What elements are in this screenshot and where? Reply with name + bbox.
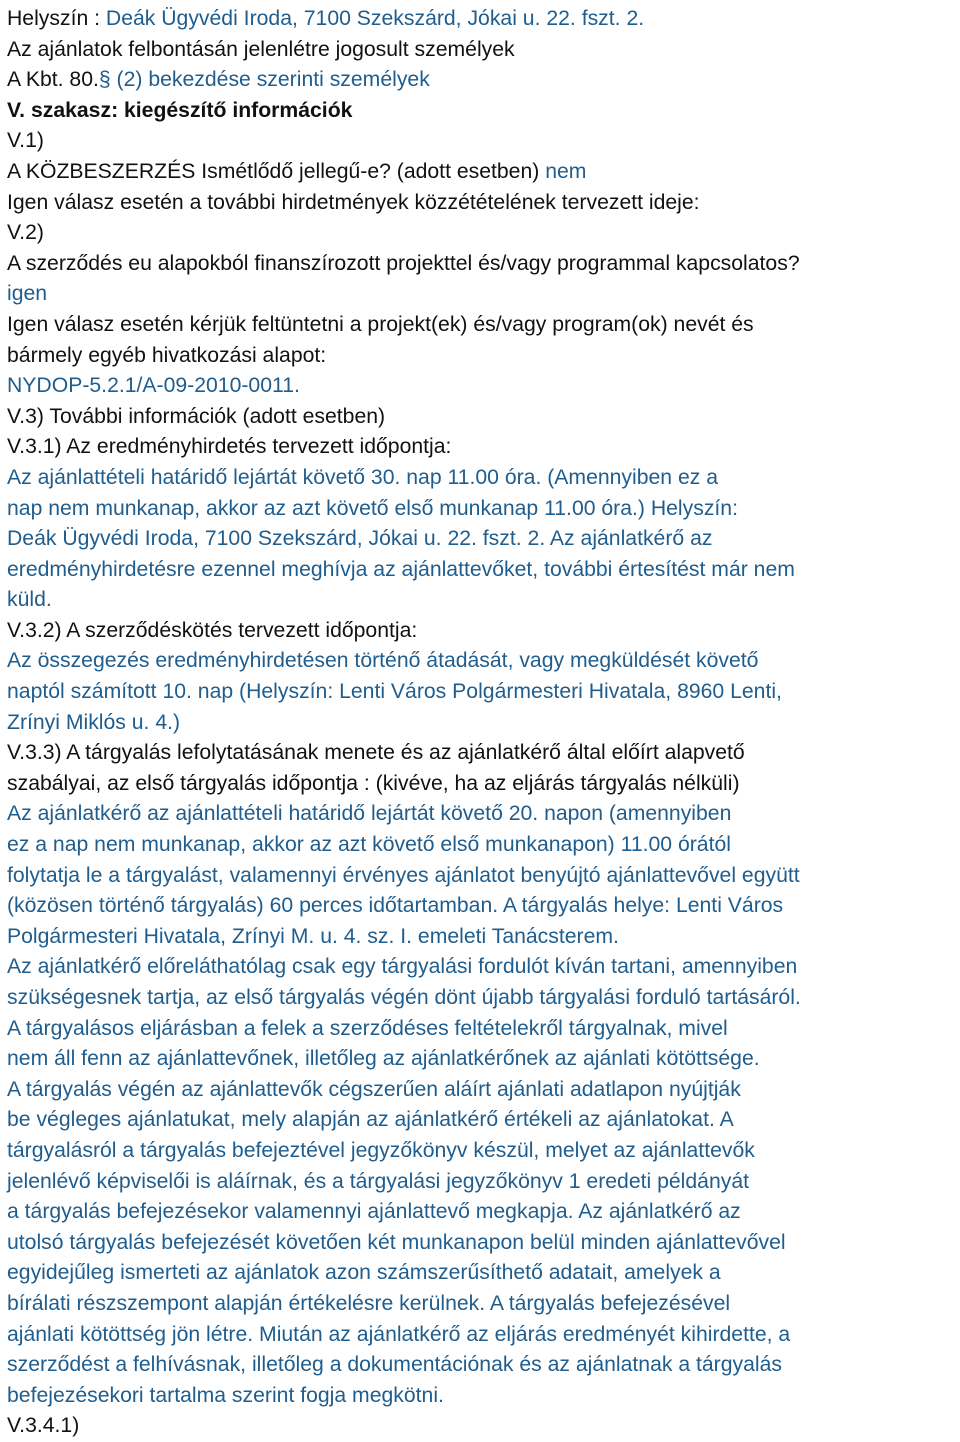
- line-value: küld.: [7, 588, 52, 612]
- line-label: V.3.3) A tárgyalás lefolytatásának menete és az ajánlatkérő által előírt alapvető: [7, 741, 745, 765]
- text-line: [7, 922, 954, 953]
- text-line: [7, 402, 954, 433]
- text-line: [7, 218, 954, 249]
- line-value: § (2) bekezdése szerinti személyek: [98, 68, 430, 92]
- text-line: [7, 432, 954, 463]
- line-value: naptól számított 10. nap (Helyszín: Lenti Város Polgármesteri Hivatala, 8960 Lenti,: [7, 680, 782, 704]
- line-value: szerződést a felhívásnak, illetőleg a dokumentációnak és az ajánlatnak a tárgyalás: [7, 1353, 782, 1377]
- line-label: V.3.1) Az eredményhirdetés tervezett időpontja:: [7, 435, 452, 459]
- line-value: szükségesnek tartja, az első tárgyalás végén dönt újabb tárgyalási forduló tartásáról.: [7, 986, 801, 1009]
- text-line: [7, 585, 954, 616]
- text-line: [7, 1258, 954, 1289]
- line-value: bírálati részszempont alapján értékelésre kerülnek. A tárgyalás befejezésével: [7, 1291, 731, 1315]
- line-label: V.1): [7, 129, 44, 153]
- text-line: [7, 1320, 954, 1351]
- line-value: Deák Ügyvédi Iroda, 7100 Szekszárd, Jókai u. 22. fszt. 2. Az ajánlatkérő az: [7, 527, 713, 551]
- text-line: [7, 1014, 954, 1045]
- line-value: jelenlévő képviselői is aláírnak, és a tárgyalási jegyzőkönyv 1 eredeti példányát: [7, 1169, 749, 1193]
- text-line: [7, 249, 954, 280]
- text-line: [7, 1136, 954, 1167]
- line-value: folytatja le a tárgyalást, valamennyi érvényes ajánlatot benyújtó ajánlattevővel együtt: [7, 863, 800, 887]
- line-value: Deák Ügyvédi Iroda, 7100 Szekszárd, Jókai u. 22. fszt. 2.: [105, 7, 645, 30]
- line-value: tárgyalásról a tárgyalás befejeztével jegyzőkönyv készül, melyet az ajánlattevők: [7, 1138, 755, 1162]
- line-value: NYDOP-5.2.1/A-09-2010-0011.: [7, 374, 300, 398]
- line-value: befejezésekori tartalma szerint fogja megkötni.: [7, 1383, 444, 1407]
- text-line: [7, 1197, 954, 1228]
- text-line: [7, 1350, 954, 1381]
- text-line: [7, 1105, 954, 1136]
- text-line: [7, 1381, 954, 1412]
- line-value: Az ajánlatkérő előreláthatólag csak egy tárgyalási fordulót kíván tartani, amennyiben: [7, 955, 798, 979]
- text-line: [7, 738, 954, 769]
- line-value: a tárgyalás befejezésekor valamennyi ajánlattevő megkapja. Az ajánlatkérő az: [7, 1200, 741, 1224]
- line-label: A KÖZBESZERZÉS Ismétlődő jellegű-e? (adott esetben): [7, 159, 546, 183]
- text-line: [7, 891, 954, 922]
- text-line: [7, 310, 954, 341]
- text-line: [7, 494, 954, 525]
- text-line: [7, 1411, 954, 1442]
- text-line: [7, 157, 954, 188]
- line-label: V. szakasz: kiegészítő információk: [7, 98, 353, 122]
- text-line: [7, 799, 954, 830]
- line-value: nem áll fenn az ajánlattevőnek, illetőleg az ajánlatkérőnek az ajánlati kötöttsége.: [7, 1047, 760, 1071]
- text-line: [7, 830, 954, 861]
- text-line: [7, 35, 954, 66]
- line-value: igen: [7, 282, 48, 306]
- line-value: A tárgyalás végén az ajánlattevők cégszerűen aláírt ajánlati adatlapon nyújtják: [7, 1077, 741, 1101]
- text-line: [7, 983, 954, 1014]
- line-value: eredményhirdetésre ezennel meghívja az ajánlattevőket, további értesítést már nem: [7, 557, 795, 581]
- line-value: Zrínyi Miklós u. 4.): [7, 710, 181, 734]
- line-label: A szerződés eu alapokból finanszírozott projekttel és/vagy programmal kapcsolatos?: [7, 251, 800, 275]
- venue-line: [7, 4, 954, 35]
- text-line: [7, 1075, 954, 1106]
- text-line: [7, 1044, 954, 1075]
- text-line: [7, 1228, 954, 1259]
- line-value: Polgármesteri Hivatala, Zrínyi M. u. 4. sz. I. emeleti Tanácsterem.: [7, 924, 619, 948]
- line-value: egyidejűleg ismerteti az ajánlatok azon számszerűsíthető adatait, amelyek a: [7, 1261, 721, 1285]
- line-label: szabályai, az első tárgyalás időpontja : (kivéve, ha az eljárás tárgyalás nélküli): [7, 771, 740, 795]
- text-line: [7, 769, 954, 800]
- text-line: [7, 616, 954, 647]
- text-line: [7, 1289, 954, 1320]
- line-value: nem: [545, 159, 587, 183]
- text-line: [7, 708, 954, 739]
- line-value: Az összegezés eredményhirdetésen történő átadását, vagy megküldését követő: [7, 649, 759, 673]
- line-label: bármely egyéb hivatkozási alapot:: [7, 343, 327, 367]
- text-line: [7, 677, 954, 708]
- line-value: utolsó tárgyalás befejezését követően két munkanapon belül minden ajánlattevővel: [7, 1230, 786, 1254]
- line-label: V.3) További információk (adott esetben): [7, 404, 386, 428]
- text-line: [7, 371, 954, 402]
- text-line: [7, 646, 954, 677]
- text-line: [7, 861, 954, 892]
- line-value: Az ajánlatkérő az ajánlattételi határidő lejártát követő 20. napon (amennyiben: [7, 802, 732, 826]
- line-label: Helyszín :: [7, 7, 106, 30]
- text-line: [7, 126, 954, 157]
- line-label: Igen válasz esetén a további hirdetmények közzétételének tervezett ideje:: [7, 190, 700, 214]
- line-value: A tárgyalásos eljárásban a felek a szerződéses feltételekről tárgyalnak, mivel: [7, 1016, 728, 1040]
- text-line: [7, 952, 954, 983]
- text-line: [7, 524, 954, 555]
- line-value: ajánlati kötöttség jön létre. Miután az ajánlatkérő az eljárás eredményét kihirdette, a: [7, 1322, 791, 1346]
- line-value: Az ajánlattételi határidő lejártát követő 30. nap 11.00 óra. (Amennyiben ez a: [7, 465, 719, 489]
- line-value: (közösen történő tárgyalás) 60 perces időtartamban. A tárgyalás helye: Lenti Város: [7, 894, 784, 918]
- line-label: V.2): [7, 221, 44, 245]
- text-line: [7, 279, 954, 310]
- section-heading: [7, 96, 954, 127]
- text-line: [7, 341, 954, 372]
- line-value: nap nem munkanap, akkor az azt követő első munkanap 11.00 óra.) Helyszín:: [7, 496, 738, 520]
- line-label: V.3.4.1): [7, 1414, 80, 1438]
- text-line: [7, 555, 954, 586]
- line-label: A Kbt. 80.: [7, 68, 99, 92]
- text-line: [7, 463, 954, 494]
- line-value: be végleges ajánlatukat, mely alapján az ajánlatkérő értékeli az ajánlatokat. A: [7, 1108, 734, 1132]
- line-value: ez a nap nem munkanap, akkor az azt követő első munkanapon) 11.00 órától: [7, 833, 731, 857]
- text-line: [7, 1167, 954, 1198]
- line-label: Az ajánlatok felbontásán jelenlétre jogosult személyek: [7, 37, 515, 61]
- text-line: [7, 65, 954, 96]
- text-line: [7, 188, 954, 219]
- line-label: Igen válasz esetén kérjük feltüntetni a projekt(ek) és/vagy program(ok) nevét és: [7, 312, 754, 336]
- line-label: V.3.2) A szerződéskötés tervezett időpontja:: [7, 618, 418, 642]
